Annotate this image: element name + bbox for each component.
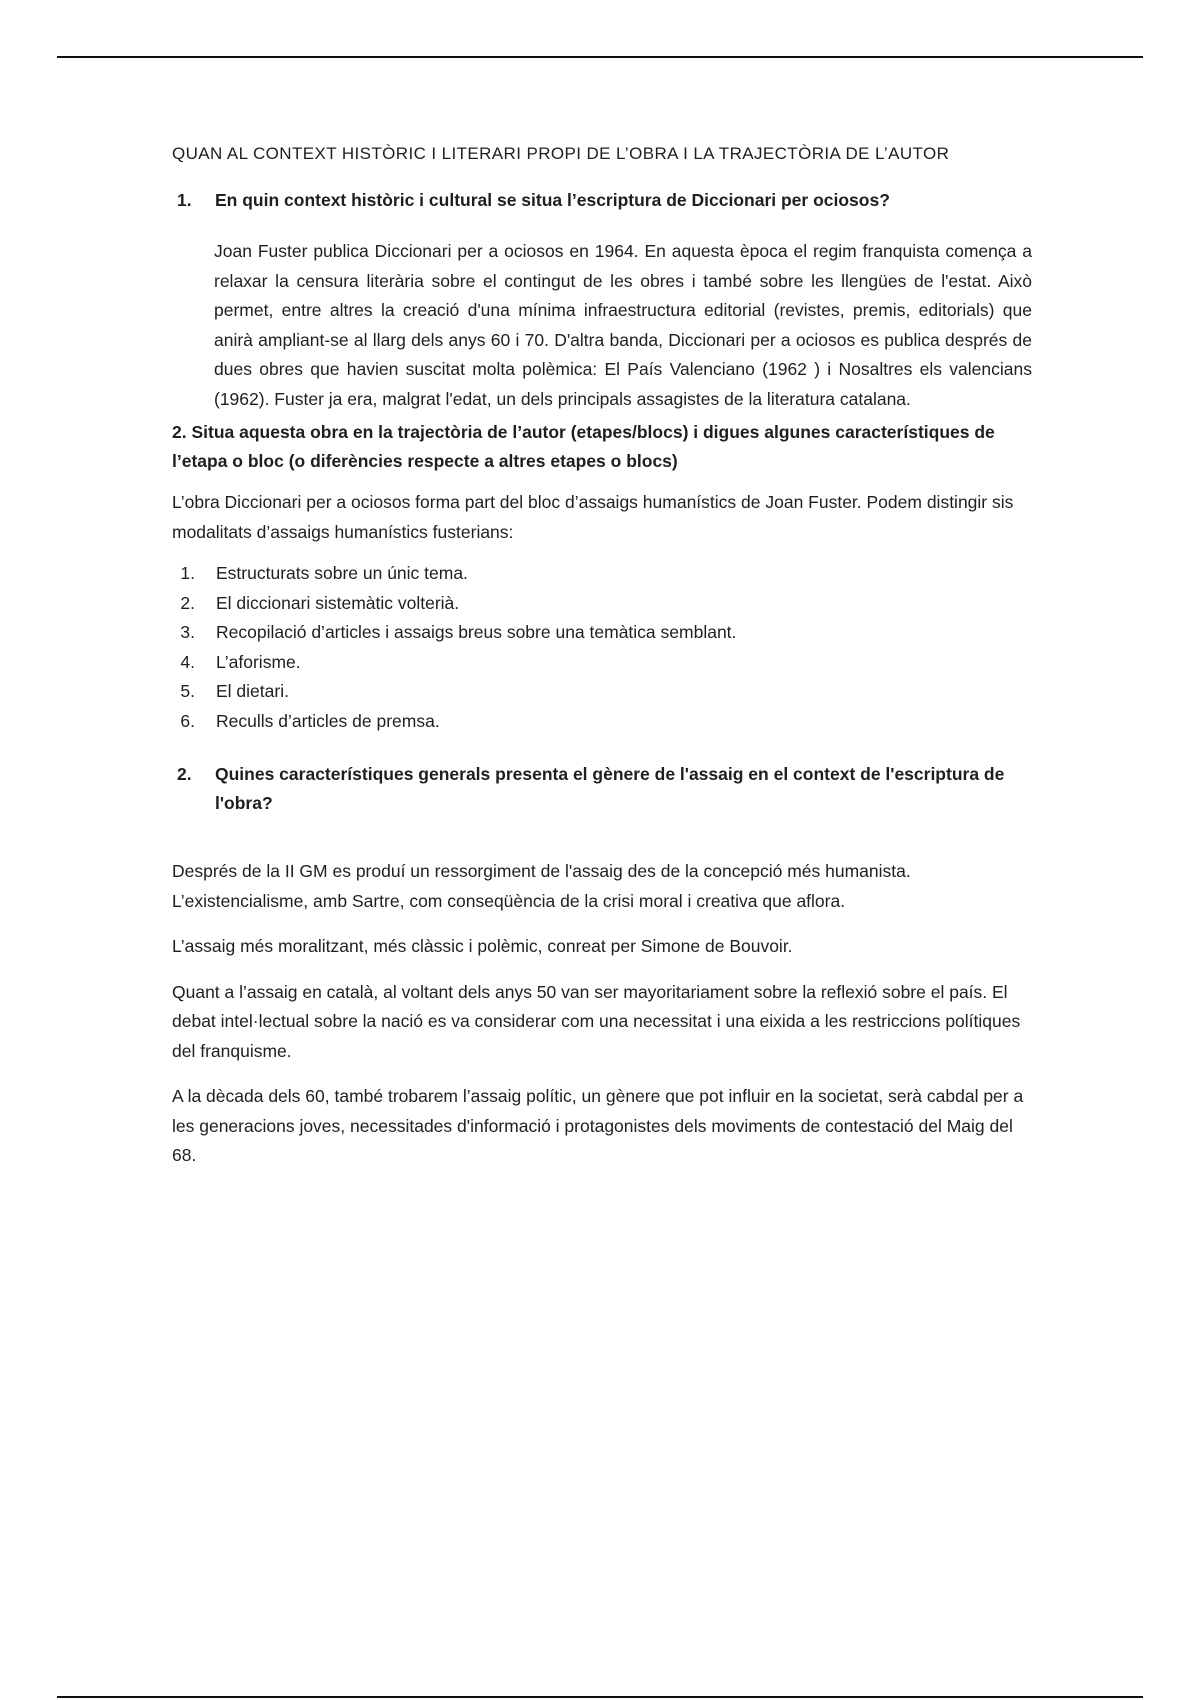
question-2-intro: L’obra Diccionari per a ociosos forma part del bloc d’assaigs humanístics de Joan Fuster. Podem distingir sis modalitats d’assaigs humanístics fusterians:: [172, 492, 1014, 542]
list-item-number: 1.: [180, 563, 195, 583]
top-rule: [57, 56, 1143, 58]
bottom-rule: [57, 1696, 1143, 1698]
modalities-list: [172, 559, 1032, 736]
list-item: [172, 618, 1032, 648]
question-3-number: 2.: [177, 764, 192, 784]
list-item-number: 2.: [180, 592, 195, 613]
list-item: [172, 677, 1032, 707]
list-item-number: 4.: [180, 651, 195, 672]
question-3: [172, 760, 1032, 818]
question-1-text: En quin context històric i cultural se situa l’escriptura de Diccionari per ociosos?: [215, 190, 890, 210]
section-header: QUAN AL CONTEXT HISTÒRIC I LITERARI PROPI DE L’OBRA I LA TRAJECTÒRIA DE L’AUTOR: [172, 144, 950, 163]
question-1: [172, 186, 1032, 215]
answer-paragraph: L’assaig més moralitzant, més clàssic i polèmic, conreat per Simone de Bouvoir.: [172, 936, 793, 956]
list-item-text: El diccionari sistemàtic volterià.: [216, 592, 460, 613]
list-item: [172, 589, 1032, 619]
question-3-text: Quines característiques generals presenta el gènere de l'assaig en el context de l'escriptura de l'obra?: [215, 764, 1005, 813]
list-item-number: 3.: [180, 622, 195, 642]
list-item: [172, 707, 1032, 737]
question-1-number: 1.: [177, 190, 192, 210]
list-item-text: L’aforisme.: [216, 651, 301, 672]
question-2: 2. Situa aquesta obra en la trajectòria de l’autor (etapes/blocs) i digues algunes característiques de l’etapa o bloc (o diferències respecte a altres etapes o blocs): [172, 422, 995, 471]
answer-paragraph: Després de la II GM es produí un ressorgiment de l'assaig des de la concepció més humanista. L’existencialisme, amb Sartre, com conseqüència de la crisi moral i creativa que aflora.: [172, 861, 911, 911]
list-item-number: 6.: [180, 710, 195, 731]
question-1-answer: Joan Fuster publica Diccionari per a ociosos en 1964. En aquesta època el regim franquista comença a relaxar la censura literària sobre el contingut de les obres i també sobre les llengües de l'estat. Això permet, entre altres la creació d'una mínima infraestructura editorial (revistes, premis, editorials) que anirà ampliant-se al llarg dels anys 60 i 70. D'altra banda, Diccionari per a ociosos es publica després de dues obres que havien suscitat molta polèmica: El País Valenciano (1962 ) i Nosaltres els valencians (1962). Fuster ja era, malgrat l'edat, un dels principals assagistes de la literatura catalana.: [214, 241, 1032, 409]
answer-paragraph: Quant a l’assaig en català, al voltant dels anys 50 van ser mayoritariament sobre la reflexió sobre el país. El debat intel·lectual sobre la nació es va considerar com una necessitat i una eixida a les restriccions polítiques del franquisme.: [172, 981, 1021, 1061]
answer-paragraph: A la dècada dels 60, també trobarem l’assaig polític, un gènere que pot influir en la societat, serà cabdal per a les generacions joves, necessitades d'informació i protagonistes dels moviments de contestació del Maig del 68.: [172, 1086, 1024, 1165]
list-item-text: Estructurats sobre un únic tema.: [216, 563, 468, 583]
list-item-number: 5.: [180, 681, 195, 701]
list-item: [172, 559, 1032, 589]
list-item: [172, 648, 1032, 678]
list-item-text: Reculls d’articles de premsa.: [216, 710, 440, 731]
list-item-text: Recopilació d’articles i assaigs breus sobre una temàtica semblant.: [216, 622, 737, 642]
list-item-text: El dietari.: [216, 681, 289, 701]
document-page: [172, 144, 1032, 1171]
